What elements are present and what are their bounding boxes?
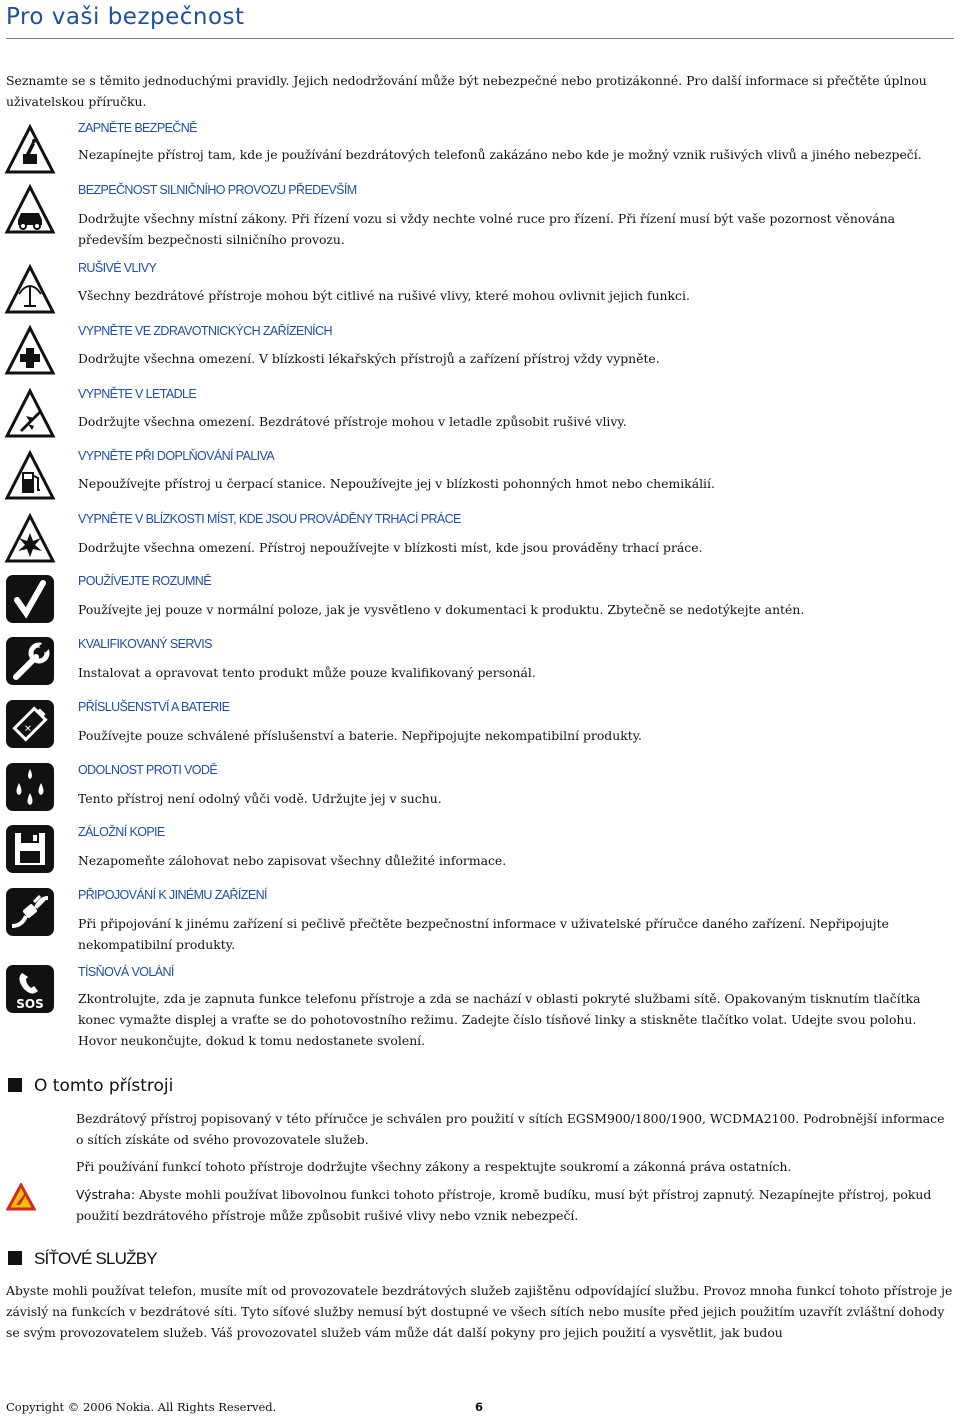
warning-paragraph	[76, 1184, 952, 1226]
item-text: Nezapomeňte zálohovat nebo zapisovat všechny důležité informace.	[78, 853, 507, 868]
item-heading: PŘÍSLUŠENSTVÍ A BATERIE	[78, 700, 230, 714]
item-heading: VYPNĚTE VE ZDRAVOTNICKÝCH ZAŘÍZENÍCH	[78, 324, 332, 338]
item-text: Nepoužívejte přístroj u čerpací stanice. Nepoužívejte jej v blízkosti pohonných hmot nebo chemikálií.	[78, 476, 715, 491]
plug-icon	[4, 886, 56, 938]
medical-cross-warning-icon	[4, 325, 56, 377]
item-heading: VYPNĚTE V LETADLE	[78, 387, 197, 401]
section-bullet-icon	[8, 1078, 22, 1092]
item-text: Používejte pouze schválené příslušenství a baterie. Nepřipojujte nekompatibilní produkty.	[78, 728, 642, 743]
page-title: Pro vaši bezpečnost	[6, 4, 245, 30]
warning-label: Výstraha:	[76, 1187, 136, 1202]
page-number: 6	[475, 1400, 484, 1414]
airplane-warning-icon	[4, 388, 56, 440]
checkmark-icon	[4, 573, 56, 625]
warning-text: Abyste mohli používat libovolnou funkci tohoto přístroje, kromě budíku, musí být přístroj zapnutý. Nezapínejte přístroj, pokud použití bezdrátového přístroje může způsobit rušivé vlivy nebo vznik nebezpečí.	[76, 1187, 932, 1223]
item-heading: POUŽÍVEJTE ROZUMNĚ	[78, 574, 211, 588]
item-heading: KVALIFIKOVANÝ SERVIS	[78, 637, 212, 651]
item-heading: ZAPNĚTE BEZPEČNĚ	[78, 121, 197, 135]
section-bullet-icon	[8, 1251, 22, 1265]
item-text: Dodržujte všechna omezení. Bezdrátové přístroje mohou v letadle způsobit rušivé vlivy.	[78, 414, 627, 429]
about-paragraph-1: Bezdrátový přístroj popisovaný v této příručce je schválen pro použití v sítích EGSM900/1800/1900, WCDMA2100. Podrobnější informace o sítích získáte od svého provozovatele služeb.	[76, 1111, 945, 1147]
network-paragraph: Abyste mohli používat telefon, musíte mít od provozovatele bezdrátových služeb zajištěnu odpovídající službu. Provoz mnoha funkcí tohoto přístroje je závislý na funkcích v bezdrátové síti. Tyto síťové služby nemusí být dostupné ve všech sítích nebo musíte před jejich použitím uzavřít zvláštní dohody se svým provozovatelem služeb. Váš provozovatel služeb vám může dát další pokyny pro jejich použití a vysvětlit, jak budou	[6, 1283, 953, 1340]
item-heading: ODOLNOST PROTI VODĚ	[78, 763, 218, 777]
item-heading: RUŠIVÉ VLIVY	[78, 261, 157, 275]
item-heading: PŘIPOJOVÁNÍ K JINÉMU ZAŘÍZENÍ	[78, 888, 267, 902]
fuel-pump-warning-icon	[4, 450, 56, 502]
car-warning-icon	[4, 184, 56, 236]
item-text: Všechny bezdrátové přístroje mohou být citlivé na rušivé vlivy, které mohou ovlivnit jejich funkci.	[78, 288, 690, 303]
intro-text: Seznamte se s těmito jednoduchými pravidly. Jejich nedodržování může být nebezpečné nebo protizákonné. Pro další informace si přečtěte úplnou uživatelskou příručku.	[6, 73, 927, 109]
floppy-disk-icon	[4, 823, 56, 875]
item-heading: BEZPEČNOST SILNIČNÍHO PROVOZU PŘEDEVŠÍM	[78, 183, 357, 197]
item-heading: VYPNĚTE PŘI DOPLŇOVÁNÍ PALIVA	[78, 449, 275, 463]
item-text: Používejte jej pouze v normální poloze, jak je vysvětleno v dokumentaci k produktu. Zbytečně se nedotýkejte antén.	[78, 602, 805, 617]
item-heading: VYPNĚTE V BLÍZKOSTI MÍST, KDE JSOU PROVÁDĚNY TRHACÍ PRÁCE	[78, 512, 461, 526]
network-heading-text: SÍŤOVÉ SLUŽBY	[34, 1249, 157, 1268]
item-text: Tento přístroj není odolný vůči vodě. Udržujte jej v suchu.	[78, 791, 442, 806]
item-text: Instalovat a opravovat tento produkt může pouze kvalifikovaný personál.	[78, 665, 536, 680]
interference-warning-icon	[4, 264, 56, 316]
wrench-icon	[4, 635, 56, 687]
battery-icon	[4, 698, 56, 750]
hand-phone-warning-icon	[4, 124, 56, 176]
about-paragraph-2: Při používání funkcí tohoto přístroje dodržujte všechny zákony a respektujte soukromí a zákonná práva ostatních.	[76, 1159, 792, 1174]
item-text: Zkontrolujte, zda je zapnuta funkce telefonu přístroje a zda se nachází v oblasti pokryté službami sítě. Opakovaným tisknutím tlačítka konec vymažte displej a vraťte se do pohotovostního režimu. Zadejte číslo tísňové linky a stiskněte tlačítko volat. Udejte svou polohu. Hovor neukončujte, dokud k tomu nedostanete svolení.	[78, 991, 921, 1048]
copyright: Copyright © 2006 Nokia. All Rights Reserved.	[6, 1400, 277, 1414]
svg-text:+: +	[20, 720, 36, 737]
sos-phone-icon	[4, 963, 56, 1015]
warning-icon	[6, 1183, 36, 1211]
network-heading	[8, 1249, 157, 1269]
about-heading-text: O tomto přístroji	[34, 1076, 174, 1096]
item-text: Dodržujte všechna omezení. Přístroj nepoužívejte v blízkosti míst, kde jsou prováděny trhací práce.	[78, 540, 703, 555]
title-divider	[6, 38, 954, 39]
item-text: Dodržujte všechny místní zákony. Při řízení vozu si vždy nechte volné ruce pro řízení. Při řízení musí být vaše pozornost věnována především bezpečnosti silničního provozu.	[78, 211, 896, 247]
water-drops-icon	[4, 761, 56, 813]
item-text: Při připojování k jinému zařízení si pečlivě přečtěte bezpečnostní informace v uživatelské příručce daného zařízení. Nepřipojujte nekompatibilní produkty.	[78, 916, 889, 952]
about-heading	[8, 1076, 173, 1096]
explosion-warning-icon	[4, 513, 56, 565]
item-text: Dodržujte všechna omezení. V blízkosti lékařských přístrojů a zařízení přístroj vždy vypněte.	[78, 351, 660, 366]
item-heading: ZÁLOŽNÍ KOPIE	[78, 825, 165, 839]
item-text: Nezapínejte přístroj tam, kde je používání bezdrátových telefonů zakázáno nebo kde je možný vznik rušivých vlivů a jiného nebezpečí.	[78, 147, 922, 162]
item-heading: TÍSŇOVÁ VOLÁNÍ	[78, 965, 174, 979]
svg-text:SOS: SOS	[16, 997, 44, 1011]
